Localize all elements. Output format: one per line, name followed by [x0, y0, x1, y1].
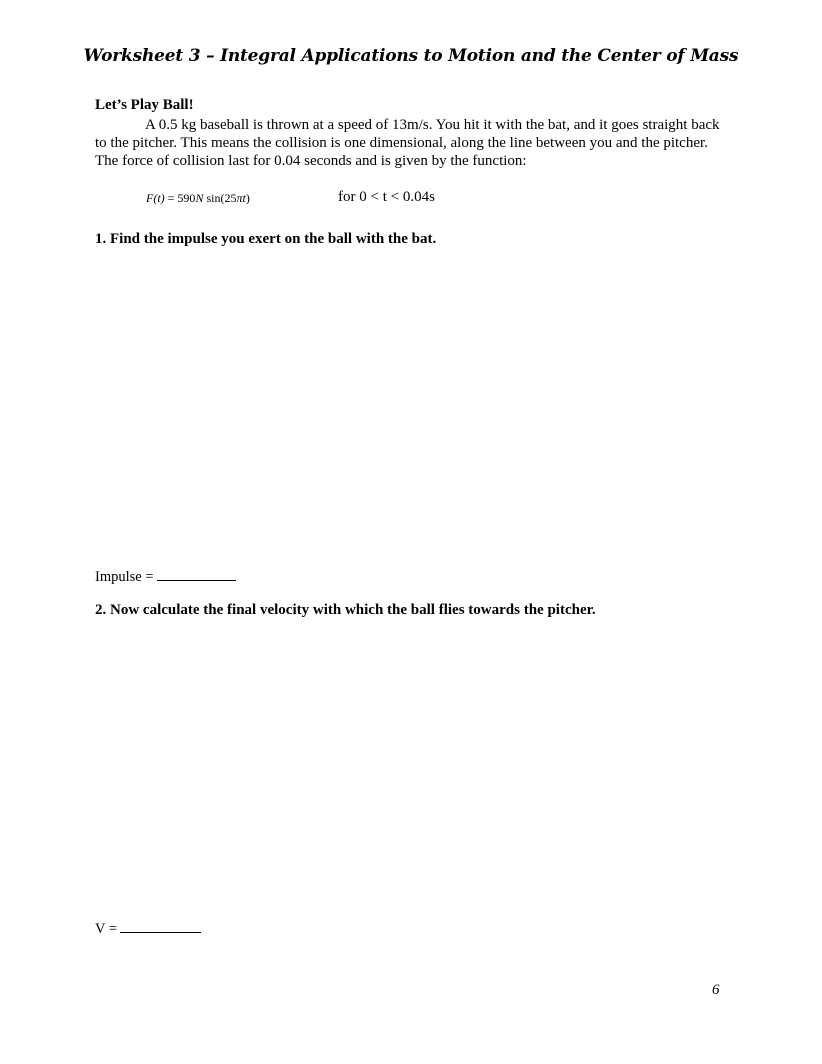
question-1: 1. Find the impulse you exert on the ball with the bat.: [95, 231, 437, 247]
formula-close: ): [245, 191, 250, 205]
velocity-blank[interactable]: [120, 918, 201, 933]
velocity-answer: [95, 918, 201, 938]
worksheet-title: Worksheet 3 – Integral Applications to Motion and the Center of Mass: [83, 46, 739, 66]
formula-arg: πt: [236, 191, 246, 205]
formula-equals: = 590: [164, 191, 196, 205]
formula-range: for 0 < t < 0.04s: [338, 189, 435, 205]
section-heading: Let’s Play Ball!: [95, 97, 194, 113]
impulse-answer: [95, 566, 236, 586]
formula-unit: N: [195, 191, 204, 205]
impulse-label: Impulse =: [95, 569, 154, 585]
page-number: 6: [712, 982, 720, 998]
question-2: 2. Now calculate the final velocity with which the ball flies towards the pitcher.: [95, 602, 596, 618]
formula-func: sin(25: [203, 191, 237, 205]
problem-intro: A 0.5 kg baseball is thrown at a speed of 13m/s. You hit it with the bat, and it goes straight back to the pitcher. This means the collision is one dimensional, along the line between you and the pitcher. The force of collision last for 0.04 seconds and is given by the function:: [95, 117, 720, 169]
velocity-label: V =: [95, 921, 118, 937]
force-formula: [146, 191, 250, 206]
formula-lhs: F(t): [146, 191, 165, 205]
impulse-blank[interactable]: [157, 566, 236, 581]
